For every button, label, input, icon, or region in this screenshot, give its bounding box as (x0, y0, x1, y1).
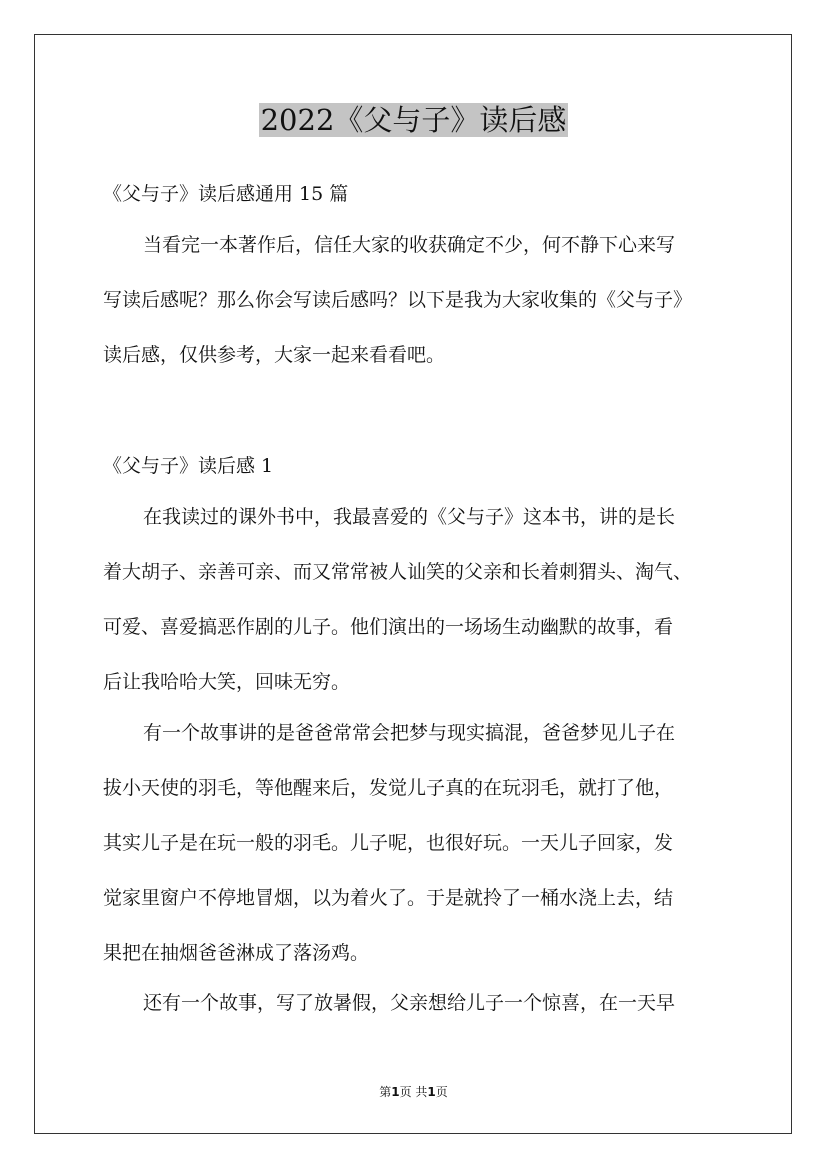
document-subtitle: 《父与子》读后感通用 15 篇 (103, 183, 349, 205)
body-paragraph-2 (103, 706, 743, 981)
paragraph-line: 果把在抽烟爸爸淋成了落汤鸡。 (103, 942, 370, 964)
paragraph-line: 拔小天使的羽毛，等他醒来后，发觉儿子真的在玩羽毛，就打了他， (103, 777, 674, 799)
paragraph-line: 可爱、喜爱搞恶作剧的儿子。他们演出的一场场生动幽默的故事，看 (103, 616, 674, 638)
footer-text: 页 (435, 1085, 448, 1099)
paragraph-line: 在我读过的课外书中，我最喜爱的《父与子》这本书，讲的是长 (143, 506, 676, 528)
intro-paragraph (103, 218, 743, 383)
paragraph-line: 后让我哈哈大笑，回味无穷。 (103, 671, 351, 693)
footer-text: 第 (379, 1085, 392, 1099)
page-total: 1 (427, 1085, 436, 1099)
page-footer (0, 1082, 827, 1102)
document-title-text: 2022《父与子》读后感 (260, 103, 567, 137)
paragraph-line: 读后感，仅供参考，大家一起来看看吧。 (103, 344, 446, 366)
paragraph-line: 还有一个故事，写了放暑假，父亲想给儿子一个惊喜，在一天早 (143, 992, 676, 1014)
paragraph-line: 其实儿子是在玩一般的羽毛。儿子呢，也很好玩。一天儿子回家，发 (103, 832, 674, 854)
paragraph-line: 有一个故事讲的是爸爸常常会把梦与现实搞混，爸爸梦见儿子在 (143, 722, 676, 744)
section-heading: 《父与子》读后感 1 (103, 455, 274, 477)
paragraph-line: 当看完一本著作后，信任大家的收获确定不少，何不静下心来写 (143, 234, 676, 256)
paragraph-line: 觉家里窗户不停地冒烟，以为着火了。于是就拎了一桶水浇上去，结 (103, 887, 674, 909)
document-title (0, 100, 827, 140)
body-paragraph-1 (103, 490, 743, 710)
body-paragraph-3 (103, 976, 743, 1031)
paragraph-line: 着大胡子、亲善可亲、而又常常被人讪笑的父亲和长着刺猬头、淘气、 (103, 561, 693, 583)
paragraph-line: 写读后感呢？那么你会写读后感吗？以下是我为大家收集的《父与子》 (103, 289, 693, 311)
footer-text: 页 共 (399, 1085, 428, 1099)
page-number: 1 (391, 1085, 400, 1099)
